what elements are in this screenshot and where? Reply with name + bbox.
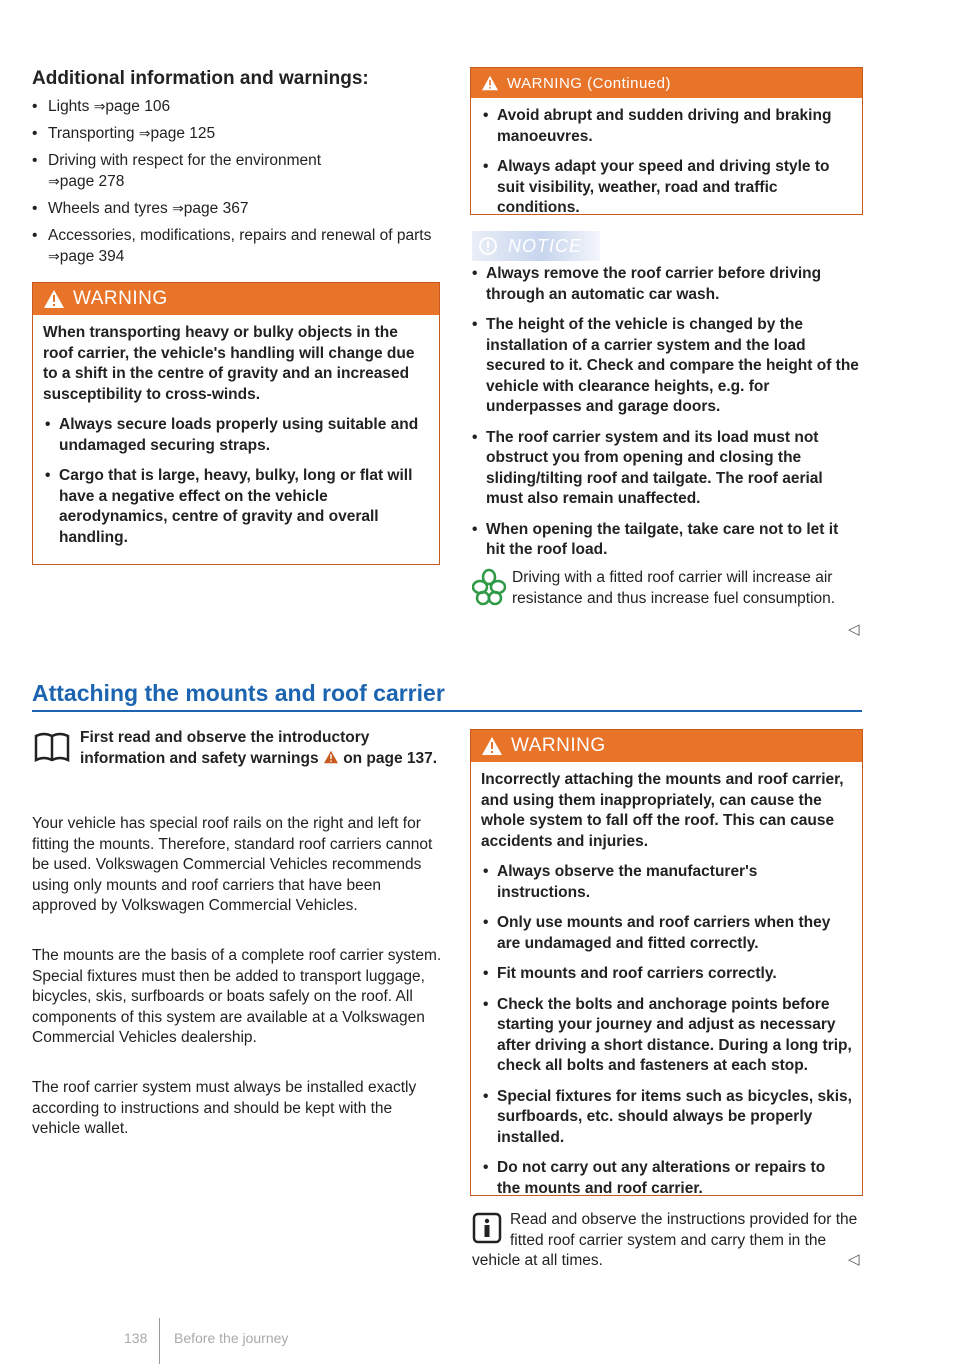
warning-bullet: • Fit mounts and roof carriers correctly. xyxy=(481,964,852,985)
warning-label: WARNING (Continued) xyxy=(507,74,671,92)
warning-intro: When transporting heavy or bulky objects in the roof carrier, the vehicle's handling will change due to a shift in the centre of gravity and an increased susceptibility to cross-winds. xyxy=(43,324,415,403)
list-item: • Wheels and tyres ⇒page 367 xyxy=(32,198,442,219)
page-ref-link[interactable]: page 367 xyxy=(183,200,249,217)
info-icon xyxy=(472,1212,502,1244)
arrow-icon: ⇒ xyxy=(138,125,151,141)
footer-divider xyxy=(159,1318,160,1364)
footer-section-title: Before the journey xyxy=(174,1330,289,1346)
section-title: Attaching the mounts and roof carrier xyxy=(32,680,445,706)
warning-bullet: • Cargo that is large, heavy, bulky, long or flat will have a negative effect on the vehicle aerodynamics, centre of gravity and overall handling. xyxy=(43,466,429,548)
warning-triangle-icon xyxy=(43,289,65,309)
notice-header xyxy=(472,231,600,261)
page-ref-link[interactable]: page 394 xyxy=(59,248,125,265)
warning-bullet: • Only use mounts and roof carriers when they are undamaged and fitted correctly. xyxy=(481,913,852,954)
warning-bullet: • Always observe the manufacturer's instructions. xyxy=(481,862,852,903)
page-ref-link[interactable]: page 278 xyxy=(59,173,125,190)
notice-bullet: • The roof carrier system and its load must not obstruct you from opening and closing the sliding/tilting roof and tailgate. The roof aerial must also remain unaffected. xyxy=(470,428,860,510)
section-end-mark: ◁ xyxy=(848,1251,860,1268)
notice-label: NOTICE xyxy=(508,235,583,256)
warning-intro: Incorrectly attaching the mounts and roof carrier, and using them inappropriately, can cause the whole system to fall off the roof. This can cause accidents and injuries. xyxy=(481,771,844,850)
warning-continued-box xyxy=(470,67,863,215)
warning-label: WARNING xyxy=(73,288,168,309)
body-paragraph: The roof carrier system must always be installed exactly according to instructions and should be kept with the vehicle wallet. xyxy=(32,1079,417,1137)
notice-bullet: • Always remove the roof carrier before driving through an automatic car wash. xyxy=(470,264,860,305)
warning-bullet: • Do not carry out any alterations or repairs to the mounts and roof carrier. xyxy=(481,1158,852,1199)
notice-icon xyxy=(478,236,498,256)
arrow-icon: ⇒ xyxy=(48,173,60,189)
environment-note-text: Driving with a fitted roof carrier will increase air resistance and thus increase fuel consumption. xyxy=(512,569,836,607)
warning-header xyxy=(471,730,862,762)
warning-triangle-icon xyxy=(481,736,503,756)
info-note-text: Read and observe the instructions provided for the fitted roof carrier system and carry them in the vehicle at all times. xyxy=(472,1211,858,1269)
list-item: • Lights ⇒page 106 xyxy=(32,96,442,117)
warning-bullet: • Special fixtures for items such as bicycles, skis, surfboards, etc. should always be properly installed. xyxy=(481,1087,852,1149)
environment-note xyxy=(472,568,862,609)
warning-bullet: • Always secure loads properly using suitable and undamaged securing straps. xyxy=(43,415,429,456)
warning-triangle-icon xyxy=(481,75,499,91)
list-item: • Accessories, modifications, repairs and renewal of parts ⇒page 394 xyxy=(32,225,442,267)
intro-note-page-ref[interactable]: on page 137. xyxy=(343,749,438,767)
arrow-icon: ⇒ xyxy=(48,248,60,264)
notice-list xyxy=(470,264,860,571)
warning-bullet: • Always adapt your speed and driving style to suit visibility, weather, road and traffic conditions. xyxy=(481,157,852,219)
section-end-mark: ◁ xyxy=(848,621,860,638)
warning-bullet: • Check the bolts and anchorage points before starting your journey and adjust as necessary after driving a short distance. During a long trip, check all bolts and fasteners at each stop. xyxy=(481,995,852,1077)
warning-label: WARNING xyxy=(511,735,606,756)
book-icon xyxy=(32,730,72,766)
list-item: • Driving with respect for the environment ⇒page 278 xyxy=(32,150,442,192)
page-number: 138 xyxy=(124,1330,148,1346)
arrow-icon: ⇒ xyxy=(93,98,106,114)
body-paragraph: Your vehicle has special roof rails on the right and left for fitting the mounts. Therefore, standard roof carriers cannot be used. Volkswagen Commercial Vehicles recommends using only mounts and roof carriers that have been approved by Volkswagen Commercial Vehicles. xyxy=(32,815,433,914)
notice-bullet: • The height of the vehicle is changed by the installation of a carrier system and the load secured to it. Check and compare the height of the vehicle with clearance heights, e.g. for underpasses and garage doors. xyxy=(470,315,860,418)
environment-leaf-icon xyxy=(472,568,506,606)
warning-header xyxy=(33,283,439,315)
body-paragraph: The mounts are the basis of a complete roof carrier system. Special fixtures must then be added to transport luggage, bicycles, skis, surfboards or boats safely on the roof. All components of this system are available at a Volkswagen Commercial Vehicles dealership. xyxy=(32,947,442,1046)
arrow-icon: ⇒ xyxy=(172,200,184,216)
section-title-band xyxy=(32,680,862,707)
title-rule xyxy=(32,710,862,712)
list-item: • Transporting ⇒page 125 xyxy=(32,123,442,144)
additional-info-heading: Additional information and warnings: xyxy=(32,68,369,89)
warning-box-mounting xyxy=(470,729,863,1196)
notice-bullet: • When opening the tailgate, take care not to let it hit the roof load. xyxy=(470,520,860,561)
page-ref-link[interactable]: page 106 xyxy=(105,98,171,115)
additional-info-list xyxy=(32,96,442,273)
warning-triangle-icon xyxy=(323,750,339,764)
warning-bullet: • Avoid abrupt and sudden driving and braking manoeuvres. xyxy=(481,106,852,147)
intro-note-text: First read and observe the introductory information and safety warnings xyxy=(80,729,370,767)
warning-header xyxy=(471,68,862,98)
warning-box-roof-load xyxy=(32,282,440,565)
page-ref-link[interactable]: page 125 xyxy=(150,125,216,142)
intro-note xyxy=(32,728,442,769)
info-note xyxy=(472,1210,862,1272)
